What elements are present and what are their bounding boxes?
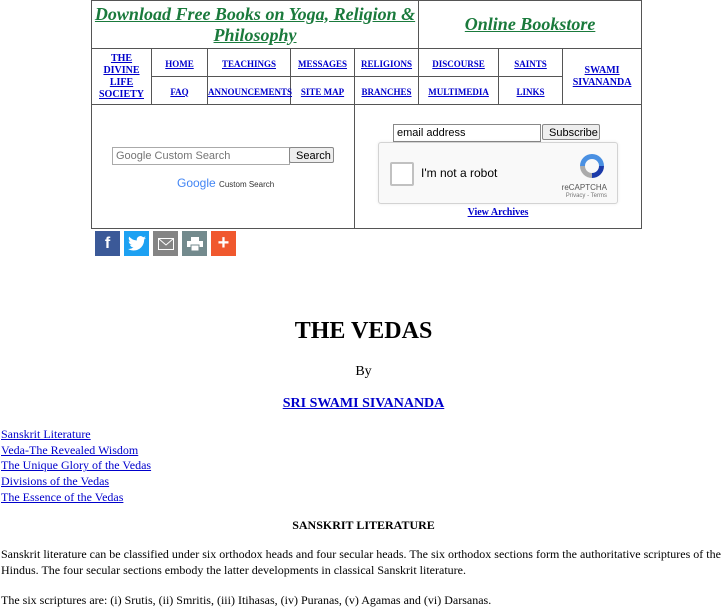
google-custom-search-brand xyxy=(177,176,274,190)
view-archives-link[interactable]: View Archives xyxy=(467,206,529,218)
recaptcha-brand: reCAPTCHA xyxy=(561,182,607,192)
email-field[interactable] xyxy=(393,124,541,142)
table-of-contents xyxy=(1,427,151,506)
author-link[interactable]: SRI SWAMI SIVANANDA xyxy=(282,396,445,411)
nav-messages[interactable]: MESSAGES xyxy=(297,58,348,69)
recaptcha-label: I'm not a robot xyxy=(421,165,498,180)
swami-sivananda-link[interactable]: SWAMI SIVANANDA xyxy=(572,64,632,88)
swami-cell xyxy=(563,49,642,105)
nav-faq[interactable]: FAQ xyxy=(170,86,189,97)
subscribe-button[interactable]: Subscribe xyxy=(542,124,600,140)
print-icon[interactable] xyxy=(182,231,207,256)
nav-religions[interactable]: RELIGIONS xyxy=(361,58,413,69)
nav-multimedia[interactable]: MULTIMEDIA xyxy=(428,86,489,97)
nav-teachings[interactable]: TEACHINGS xyxy=(221,58,276,69)
nav-links[interactable]: LINKS xyxy=(516,86,545,97)
search-button[interactable]: Search xyxy=(289,147,334,163)
download-books-link[interactable]: Download Free Books on Yoga, Religion & Philosophy xyxy=(94,3,416,45)
toc-unique-glory[interactable]: The Unique Glory of the Vedas xyxy=(1,458,152,473)
nav-branches[interactable]: BRANCHES xyxy=(361,86,412,97)
nav-announcements[interactable]: ANNOUNCEMENTS xyxy=(208,86,293,97)
header-table xyxy=(91,0,642,229)
society-cell xyxy=(92,49,152,105)
nav-saints[interactable]: SAINTS xyxy=(514,58,547,69)
archives-wrap xyxy=(355,207,641,218)
nav-discourse[interactable]: DISCOURSE xyxy=(432,58,485,69)
paragraph-2: The six scriptures are: (i) Srutis, (ii) Smritis, (iii) Itihasas, (iv) Puranas, (v) Agamas and (vi) Darsanas. xyxy=(1,593,492,607)
more-icon[interactable]: + xyxy=(211,231,236,256)
page-title: THE VEDAS xyxy=(294,318,433,344)
share-bar xyxy=(95,231,236,256)
custom-search-label: Custom Search xyxy=(219,179,275,189)
bookstore-cell xyxy=(419,1,642,49)
recaptcha-privacy-terms[interactable]: Privacy - Terms xyxy=(565,192,607,199)
search-cell xyxy=(92,105,355,229)
online-bookstore-link[interactable]: Online Bookstore xyxy=(464,14,596,34)
toc-essence[interactable]: The Essence of the Vedas xyxy=(1,489,124,504)
twitter-icon[interactable] xyxy=(124,231,149,256)
divine-life-society-link[interactable]: THE DIVINE LIFE SOCIETY xyxy=(98,52,144,100)
subscribe-cell xyxy=(355,105,642,229)
facebook-icon[interactable]: f xyxy=(95,231,120,256)
nav-site-map[interactable]: SITE MAP xyxy=(300,86,345,97)
toc-sanskrit-literature[interactable]: Sanskrit Literature xyxy=(1,427,91,441)
google-logo: Google xyxy=(177,175,216,190)
paragraph-1: Sanskrit literature can be classified under six orthodox heads and four secular heads. The six orthodox sections form the authoritative scriptures of the Hindus. The four secular sections embody the latter developments in classical Sanskrit literature. xyxy=(1,547,721,577)
recaptcha-icon xyxy=(577,151,607,181)
recaptcha-widget xyxy=(378,142,618,204)
recaptcha-checkbox[interactable] xyxy=(390,162,414,186)
by-line: By xyxy=(355,364,372,379)
email-icon[interactable] xyxy=(153,231,178,256)
toc-divisions[interactable]: Divisions of the Vedas xyxy=(1,474,110,489)
google-search-input[interactable] xyxy=(112,147,290,165)
toc-veda-revealed-wisdom[interactable]: Veda-The Revealed Wisdom xyxy=(1,442,139,457)
download-cell xyxy=(92,1,419,49)
nav-home[interactable]: HOME xyxy=(165,58,194,69)
section-heading: SANSKRIT LITERATURE xyxy=(292,518,435,532)
author-wrap xyxy=(0,396,727,412)
